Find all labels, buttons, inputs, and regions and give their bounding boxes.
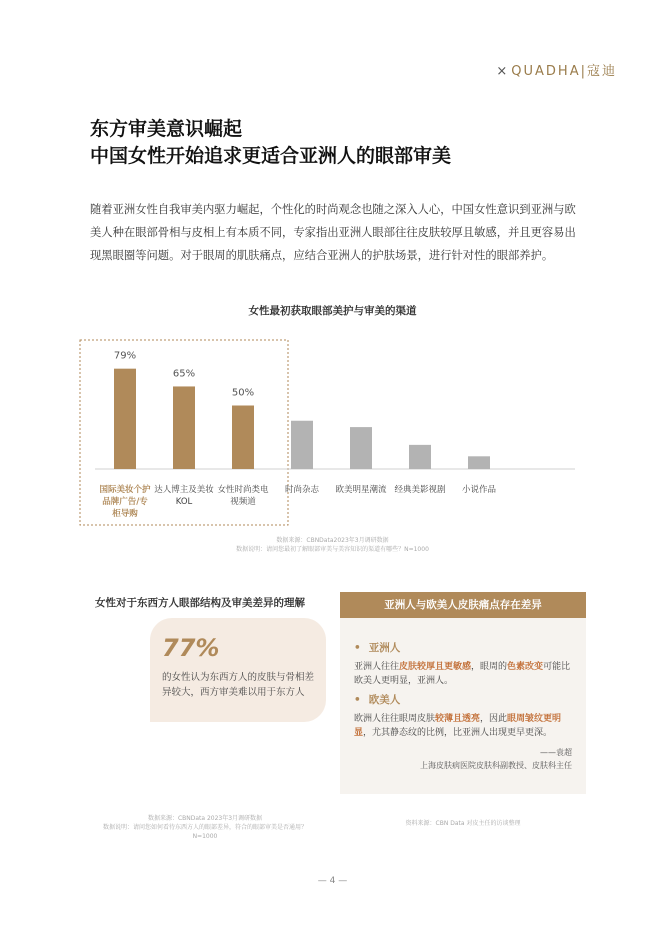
left-source-line3: N=1000 (192, 833, 218, 840)
right-source: 资料来源：CBN Data 对皮主任的访谈整理 (405, 820, 521, 827)
bar (409, 445, 431, 469)
stat-description: 的女性认为东西方人的皮肤与骨相差异较大，西方审美难以用于东方人 (162, 672, 315, 698)
left-section-title: 女性对于东西方人眼部结构及审美差异的理解 (95, 597, 305, 609)
cross-mark: × (496, 64, 510, 79)
chart-title: 女性最初获取眼部美护与审美的渠道 (248, 305, 417, 317)
data-label: 79% (113, 350, 137, 362)
page-number: — 4 — (317, 876, 348, 886)
category-label: 达人博主及美妆 (154, 485, 214, 495)
stat-bubble (150, 618, 326, 722)
left-source (80, 814, 330, 841)
asia-heading: • 亚洲人 (354, 642, 401, 654)
channel-bar-chart (0, 320, 665, 530)
west-text: 欧洲人往往眼周皮肤较薄且透亮，因此眼周皱纹更明显，尤其静态纹的比例，比亚洲人出现更早更深。 (354, 714, 562, 738)
brand-logo (496, 60, 617, 79)
category-label: 国际美妆个护 (99, 485, 151, 495)
chart-source-line2: 数据说明：请问您最初了解眼部审美与美容知识的渠道有哪些？N=1000 (236, 546, 429, 553)
bar (468, 456, 490, 469)
category-label: 经典美影视剧 (394, 485, 446, 495)
category-label: 柜导购 (112, 509, 138, 519)
bar (350, 427, 372, 469)
page-title (90, 116, 451, 170)
data-label: 65% (172, 368, 196, 380)
bar (173, 386, 195, 469)
expert-title: 上海皮肤病医院皮肤科副教授、皮肤科主任 (420, 761, 572, 770)
bullet-icon: • (354, 642, 361, 654)
category-label: 小说作品 (461, 485, 497, 495)
bar (232, 406, 254, 470)
page-title-line1: 东方审美意识崛起 (90, 118, 243, 140)
left-source-line2: 数据说明：请问您如何看待东西方人的眼部差异，符合的眼部审美是否通用？ (102, 824, 307, 831)
asia-text: 亚洲人往往皮肤较厚且更敏感，眼周的色素改变可能比欧美人更明显，亚洲人。 (354, 662, 571, 686)
logo-cn-text: |寇迪 (580, 64, 617, 79)
bar (291, 421, 313, 469)
bullet-icon: • (354, 694, 361, 706)
west-heading: • 欧美人 (354, 694, 401, 706)
expert-name: ——袁超 (540, 748, 572, 757)
category-label: KOL (175, 497, 193, 507)
data-label: 50% (231, 387, 255, 399)
category-label: 视频道 (230, 497, 256, 507)
page-title-line2: 中国女性开始追求更适合亚洲人的眼部审美 (90, 145, 452, 167)
expert-signature (420, 746, 572, 772)
left-source-line1: 数据来源：CBNData 2023年3月调研数据 (147, 815, 263, 822)
pain-points-header: 亚洲人与欧美人皮肤痛点存在差异 (340, 592, 586, 618)
category-label: 品牌广告/专 (102, 497, 148, 507)
category-label: 时尚杂志 (284, 485, 320, 495)
pain-points-box (340, 592, 586, 794)
category-label: 女性时尚类电 (217, 485, 269, 495)
intro-paragraph: 随着亚洲女性自我审美内驱力崛起，个性化的时尚观念也随之深入人心，中国女性意识到亚洲与欧美人种在眼部骨相与皮相上有本质不同，专家指出亚洲人眼部往往皮肤较厚且敏感，并且更容易出现黑眼圈等问题。对于眼周的肌肤痛点，应结合亚洲人的护肤场景，进行针对性的眼部养护。 (90, 203, 576, 262)
stat-value: 77% (162, 634, 220, 662)
bar (114, 369, 136, 469)
logo-brand-text: QUADHA (511, 64, 581, 79)
chart-source-line1: 数据来源：CBNData2023年3月调研数据 (276, 537, 389, 544)
category-label: 欧美明星潮流 (335, 485, 387, 495)
chart-source (0, 536, 665, 554)
